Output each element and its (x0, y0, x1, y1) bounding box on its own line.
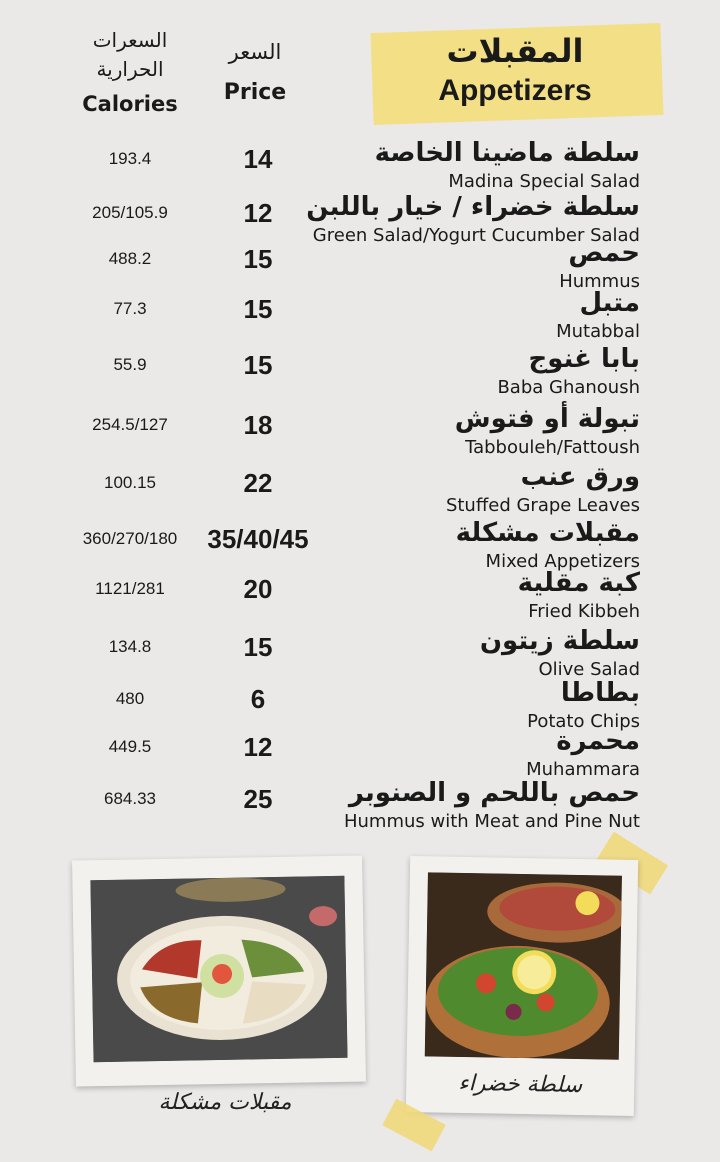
item-name: Mixed Appetizers (485, 551, 640, 572)
item-name-arabic: حمص (568, 238, 640, 268)
item-calories: 134.8 (108, 637, 152, 656)
item-name-arabic: كبة مقلية (517, 568, 640, 598)
item-calories: 55.9 (113, 355, 147, 374)
item-price: 15 (243, 244, 273, 274)
item-name: Hummus with Meat and Pine Nut (343, 811, 640, 832)
item-price: 15 (243, 632, 273, 662)
item-calories: 77.3 (113, 299, 147, 318)
item-price: 15 (243, 294, 273, 324)
calories-header: Calories (82, 92, 178, 116)
item-calories: 254.5/127 (92, 415, 168, 434)
item-name: Green Salad/Yogurt Cucumber Salad (312, 225, 640, 246)
item-price: 6 (250, 684, 266, 714)
item-name-arabic: تبولة أو فتوش (454, 404, 640, 434)
green-salad-image (425, 872, 622, 1059)
item-name: Hummus (559, 271, 640, 292)
photo-caption-left: مقبلات مشكلة (158, 1090, 292, 1115)
item-name-arabic: مقبلات مشكلة (455, 518, 640, 548)
item-calories: 684.33 (104, 789, 156, 808)
item-name-arabic: محمرة (556, 726, 640, 756)
item-price: 35/40/45 (207, 524, 309, 554)
item-name: Mutabbal (556, 321, 640, 342)
item-name-arabic: ورق عنب (520, 462, 640, 492)
photo-frame-left (72, 855, 366, 1086)
item-name: Muhammara (526, 759, 640, 780)
item-calories: 100.15 (104, 473, 156, 492)
item-name: Fried Kibbeh (528, 601, 640, 622)
item-name-arabic: سلطة خضراء / خيار باللبن (306, 192, 640, 222)
item-calories: 205/105.9 (92, 203, 168, 222)
price-header-arabic: السعر (228, 40, 282, 64)
item-name: Madina Special Salad (448, 171, 640, 192)
item-name-arabic: متبل (579, 288, 640, 318)
item-price: 18 (243, 410, 273, 440)
item-calories: 193.4 (108, 149, 152, 168)
item-name: Olive Salad (538, 659, 640, 680)
item-calories: 360/270/180 (82, 529, 178, 548)
section-title: Appetizers (438, 74, 592, 107)
mixed-appetizers-photo (90, 876, 347, 1062)
item-name-arabic: حمص باللحم و الصنوبر (348, 778, 640, 808)
item-price: 12 (243, 198, 273, 228)
item-calories: 449.5 (108, 737, 152, 756)
item-price: 25 (243, 784, 273, 814)
item-name: Baba Ghanoush (497, 377, 640, 398)
item-name-arabic: بطاطا (560, 678, 640, 708)
item-price: 14 (243, 144, 273, 174)
green-salad-photo (425, 872, 622, 1059)
item-name-arabic: سلطة زيتون (479, 626, 640, 656)
item-price: 15 (243, 350, 273, 380)
item-name: Stuffed Grape Leaves (445, 495, 640, 516)
item-name: Potato Chips (527, 711, 640, 732)
section-title-arabic: المقبلات (446, 32, 584, 70)
item-name: Tabbouleh/Fattoush (465, 437, 640, 458)
item-price: 20 (243, 574, 273, 604)
item-calories: 488.2 (108, 249, 152, 268)
calories-header-arabic: السعرات الحرارية (92, 28, 168, 81)
item-calories: 1121/281 (95, 579, 165, 598)
item-name-arabic: بابا غنوج (528, 344, 640, 374)
price-header: Price (223, 80, 287, 105)
item-price: 12 (243, 732, 273, 762)
photo-frame-right (406, 856, 638, 1116)
photo-caption-right: سلطة خضراء (458, 1070, 583, 1099)
item-price: 22 (243, 468, 273, 498)
mixed-appetizers-image (90, 876, 347, 1062)
item-calories: 480 (115, 689, 145, 708)
item-name-arabic: سلطة ماضينا الخاصة (374, 138, 640, 168)
